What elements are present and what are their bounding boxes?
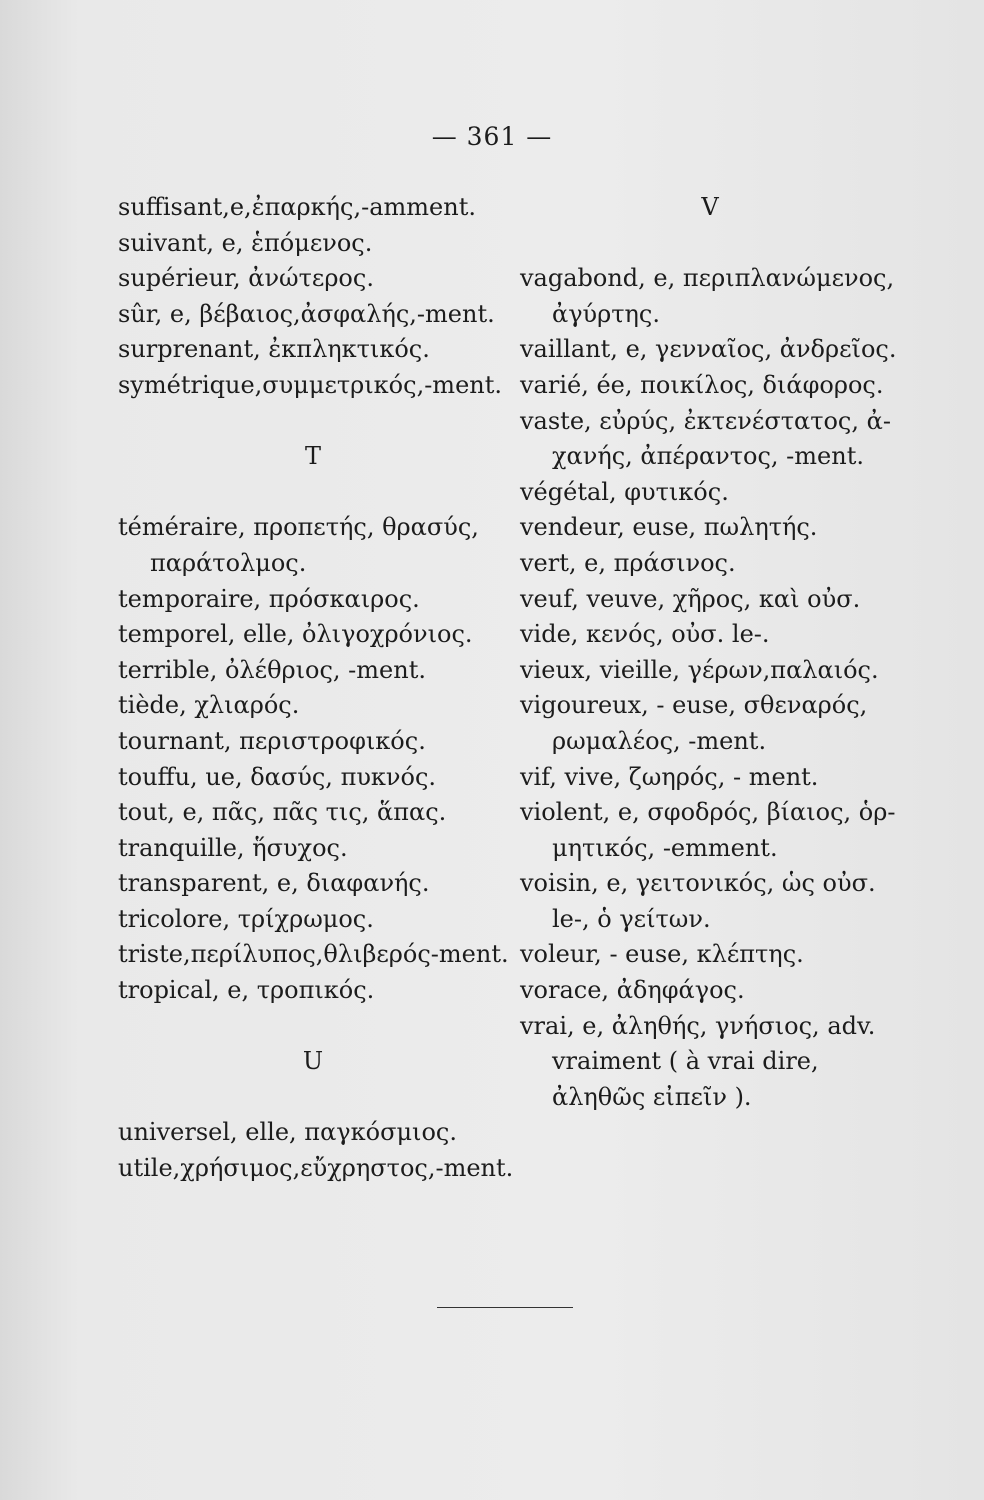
dictionary-line: le-, ὁ γείτων. [552, 904, 711, 933]
right-column [520, 190, 900, 1115]
dictionary-line: temporaire, πρόσκαιρος. [118, 584, 420, 613]
dictionary-line: vif, vive, ζωηρός, - ment. [520, 762, 819, 791]
dictionary-line: vrai, e, ἀληθής, γνήσιος, adv. [520, 1011, 876, 1040]
letter-heading: V [701, 193, 719, 221]
dictionary-line: tiède, χλιαρός. [118, 691, 300, 720]
dictionary-line: universel, elle, παγκόσμιος. [118, 1118, 457, 1147]
letter-heading: U [302, 1047, 324, 1076]
dictionary-line: triste,περίλυπος,θλιβερός-ment. [118, 940, 509, 969]
dictionary-line: supérieur, ἀνώτερος. [118, 264, 374, 293]
dictionary-line: voleur, - euse, κλέπτης. [520, 940, 804, 969]
dictionary-line: vendeur, euse, πωλητής. [520, 513, 818, 542]
dictionary-line: sûr, e, βέβαιος,ἀσφαλής,-ment. [118, 299, 495, 328]
dictionary-line: tricolore, τρίχρωμος. [118, 904, 374, 933]
dictionary-line: suffisant,e,ἐπαρκής,-amment. [118, 193, 476, 221]
blank-line [118, 404, 508, 440]
dictionary-line: χανής, ἀπέραντος, -ment. [552, 442, 864, 471]
dictionary-line: vide, κενός, οὐσ. le-. [520, 620, 770, 649]
dictionary-line: varié, ée, ποικίλος, διάφορος. [520, 370, 884, 399]
dictionary-line: ρωμαλέος, -ment. [552, 726, 767, 755]
dictionary-line: vraiment ( à vrai dire, [552, 1047, 819, 1076]
dictionary-line: veuf, veuve, χῆρος, καὶ οὐσ. [520, 584, 861, 613]
blank-line [118, 475, 508, 511]
dictionary-line: ἀγύρτης. [552, 299, 660, 328]
letter-heading: T [304, 442, 321, 471]
dictionary-line: μητικός, -emment. [552, 833, 778, 862]
dictionary-line: vorace, ἀδηφάγος. [520, 976, 745, 1005]
dictionary-line: tranquille, ἥσυχος. [118, 833, 348, 862]
dictionary-line: temporel, elle, ὀλιγοχρόνιος. [118, 620, 473, 649]
dictionary-line: touffu, ue, δασύς, πυκνός. [118, 762, 437, 791]
dictionary-line: vagabond, e, περιπλανώμενος, [520, 264, 895, 293]
dictionary-line: tournant, περιστροφικός. [118, 726, 426, 755]
bottom-rule [437, 1307, 573, 1308]
blank-line [520, 226, 900, 262]
blank-line [118, 1009, 508, 1045]
dictionary-line: transparent, e, διαφανής. [118, 869, 430, 898]
dictionary-line: voisin, e, γειτονικός, ὡς οὐσ. [520, 869, 876, 898]
dictionary-line: utile,χρήσιμος,εὔχρηστος,-ment. [118, 1154, 514, 1183]
page-number: — 361 — [431, 122, 553, 151]
dictionary-line: terrible, ὀλέθριος, -ment. [118, 655, 426, 684]
dictionary-line: ἀληθῶς εἰπεῖν ). [552, 1082, 752, 1111]
dictionary-line: vert, e, πράσινος. [520, 548, 736, 577]
left-column [118, 190, 514, 1187]
blank-line [118, 1080, 508, 1116]
dictionary-line: téméraire, προπετής, θρασύς, [118, 513, 479, 542]
dictionary-line: tout, e, πᾶς, πᾶς τις, ἅπας. [118, 798, 447, 827]
dictionary-line: symétrique,συμμετρικός,-ment. [118, 370, 502, 399]
dictionary-line: vieux, vieille, γέρων,παλαιός. [520, 655, 879, 684]
dictionary-line: végétal, φυτικός. [520, 477, 729, 506]
dictionary-line: violent, e, σφοδρός, βίαιος, ὁρ- [520, 798, 896, 827]
dictionary-line: surprenant, ἐκπληκτικός. [118, 335, 430, 364]
dictionary-line: vigoureux, - euse, σθεναρός, [520, 691, 868, 720]
dictionary-line: tropical, e, τροπικός. [118, 976, 375, 1005]
dictionary-line: suivant, e, ἑπόμενος. [118, 228, 373, 257]
dictionary-line: vaste, εὐρύς, ἐκτενέστατος, ἀ- [520, 406, 891, 435]
dictionary-line: vaillant, e, γενναῖος, ἀνδρεῖος. [520, 335, 897, 364]
dictionary-line: παράτολμος. [150, 548, 307, 577]
